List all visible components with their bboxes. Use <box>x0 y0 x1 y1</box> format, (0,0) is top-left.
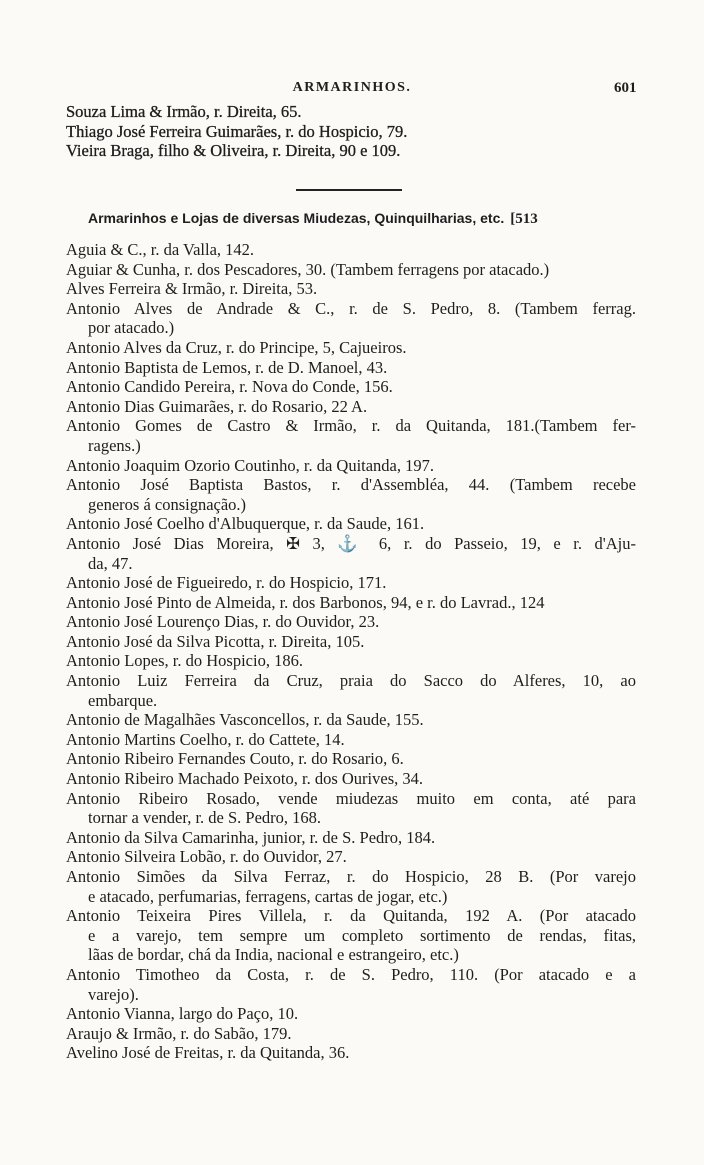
entry-line: Aguiar & Cunha, r. dos Pescadores, 30. (Tambem ferragens por atacado.) <box>66 259 550 279</box>
directory-entry <box>66 789 636 828</box>
entry-line: embarque. <box>88 690 158 710</box>
entry-line: da, 47. <box>88 553 133 573</box>
directory-entry <box>66 514 636 534</box>
entry-line: Antonio José Baptista Bastos, r. d'Assembléa, 44. (Tambem recebe <box>66 475 636 495</box>
entry-line: Antonio José de Figueiredo, r. do Hospicio, 171. <box>66 573 387 593</box>
directory-entry <box>66 612 636 632</box>
entry-line: Antonio José Coelho d'Albuquerque, r. da Saude, 161. <box>66 514 425 534</box>
directory-entry <box>66 377 636 397</box>
entry-line: Antonio Silveira Lobão, r. do Ouvidor, 27. <box>66 847 347 867</box>
directory-entry <box>66 260 636 280</box>
directory-entry <box>66 593 636 613</box>
directory-entry <box>66 847 636 867</box>
entry-line: Antonio Alves de Andrade & C., r. de S. Pedro, 8. (Tambem ferrag. <box>66 298 636 318</box>
directory-entry <box>66 828 636 848</box>
directory-entry <box>66 338 636 358</box>
entry-line: varejo). <box>88 984 139 1004</box>
directory-entry <box>66 416 636 455</box>
section-heading <box>88 208 628 229</box>
directory-entry <box>66 632 636 652</box>
entry-line: Antonio Simões da Silva Ferraz, r. do Hospicio, 28 B. (Por varejo <box>66 867 636 886</box>
entry-line: Antonio Timotheo da Costa, r. de S. Pedro, 110. (Por atacado e a <box>66 964 636 984</box>
directory-entry <box>66 710 636 730</box>
directory-entry <box>66 101 636 121</box>
entry-line: por atacado.) <box>88 318 175 338</box>
entry-line: Antonio Ribeiro Rosado, vende miudezas muito em conta, até para <box>66 788 636 808</box>
top-entries-list <box>66 101 636 160</box>
directory-entry <box>66 121 636 141</box>
section-divider <box>296 189 402 191</box>
entry-line: Antonio Gomes de Castro & Irmão, r. da Quitanda, 181.(Tambem fer- <box>66 416 636 436</box>
entry-line: Antonio José Dias Moreira, ✠ 3, ⚓ 6, r. do Passeio, 19, e r. d'Aju- <box>66 533 636 553</box>
entry-line: Alves Ferreira & Irmão, r. Direita, 53. <box>66 279 318 299</box>
directory-entry <box>66 475 636 514</box>
directory-entry <box>66 299 636 338</box>
entry-line: Antonio de Magalhães Vasconcellos, r. da Saude, 155. <box>66 710 424 730</box>
entry-line: e a varejo, tem sempre um completo sortimento de rendas, fitas, <box>88 925 636 945</box>
entry-line: Antonio Dias Guimarães, r. do Rosario, 22 A. <box>66 396 368 416</box>
directory-entry <box>66 397 636 417</box>
entry-line: generos á consignação.) <box>88 494 247 514</box>
entry-line: Antonio Martins Coelho, r. do Cattete, 14. <box>66 729 345 749</box>
entry-line: Antonio Luiz Ferreira da Cruz, praia do Sacco do Alferes, 10, ao <box>66 671 636 691</box>
directory-entry <box>66 1004 636 1024</box>
entry-line: Antonio Vianna, largo do Paço, 10. <box>66 1004 299 1024</box>
directory-entries-list <box>66 240 636 1063</box>
section-number: [513 <box>510 211 538 227</box>
entry-line: Antonio Baptista de Lemos, r. de D. Manoel, 43. <box>66 357 388 377</box>
entry-line: Antonio Teixeira Pires Villela, r. da Quitanda, 192 A. (Por atacado <box>66 906 636 926</box>
entry-line: Antonio Ribeiro Machado Peixoto, r. dos Ourives, 34. <box>66 769 424 789</box>
directory-entry <box>66 671 636 710</box>
entry-line: tornar a vender, r. de S. Pedro, 168. <box>88 808 322 828</box>
directory-entry <box>66 456 636 476</box>
directory-entry <box>66 140 636 160</box>
entry-line: Souza Lima & Irmão, r. Direita, 65. <box>66 102 302 121</box>
directory-entry <box>66 1024 636 1044</box>
directory-entry <box>66 651 636 671</box>
directory-entry <box>66 573 636 593</box>
entry-line: lãas de bordar, chá da India, nacional e estrangeiro, etc.) <box>88 945 459 965</box>
directory-entry <box>66 730 636 750</box>
directory-entry <box>66 534 636 573</box>
page-number: 601 <box>614 80 637 96</box>
directory-entry <box>66 769 636 789</box>
entry-line: Araujo & Irmão, r. do Sabão, 179. <box>66 1023 292 1043</box>
section-title: Armarinhos e Lojas de diversas Miudezas, Quinquilharias, etc. <box>88 210 505 226</box>
entry-line: e atacado, perfumarias, ferragens, cartas de jogar, etc.) <box>88 886 448 906</box>
entry-line: Antonio José da Silva Picotta, r. Direita, 105. <box>66 631 365 651</box>
directory-entry <box>66 358 636 378</box>
entry-line: Avelino José de Freitas, r. da Quitanda, 36. <box>66 1043 350 1063</box>
directory-entry <box>66 906 636 965</box>
directory-entry <box>66 279 636 299</box>
directory-entry <box>66 240 636 260</box>
directory-entry <box>66 1043 636 1063</box>
page-header-title: ARMARINHOS. <box>292 80 412 95</box>
directory-entry <box>66 749 636 769</box>
entry-line: Thiago José Ferreira Guimarães, r. do Hospicio, 79. <box>66 121 408 141</box>
entry-line: Aguia & C., r. da Valla, 142. <box>66 240 255 259</box>
entry-line: ragens.) <box>88 435 141 455</box>
directory-entry <box>66 867 636 906</box>
entry-line: Antonio Ribeiro Fernandes Couto, r. do Rosario, 6. <box>66 749 404 769</box>
entry-line: Antonio José Lourenço Dias, r. do Ouvidor, 23. <box>66 612 380 632</box>
directory-entry <box>66 965 636 1004</box>
entry-line: Vieira Braga, filho & Oliveira, r. Direita, 90 e 109. <box>66 141 401 161</box>
entry-line: Antonio da Silva Camarinha, junior, r. de S. Pedro, 184. <box>66 827 436 847</box>
entry-line: Antonio Lopes, r. do Hospicio, 186. <box>66 651 303 671</box>
entry-line: Antonio Joaquim Ozorio Coutinho, r. da Quitanda, 197. <box>66 455 435 475</box>
entry-line: Antonio José Pinto de Almeida, r. dos Barbonos, 94, e r. do Lavrad., 124 <box>66 592 545 612</box>
entry-line: Antonio Alves da Cruz, r. do Principe, 5, Cajueiros. <box>66 337 407 357</box>
entry-line: Antonio Candido Pereira, r. Nova do Conde, 156. <box>66 377 393 397</box>
